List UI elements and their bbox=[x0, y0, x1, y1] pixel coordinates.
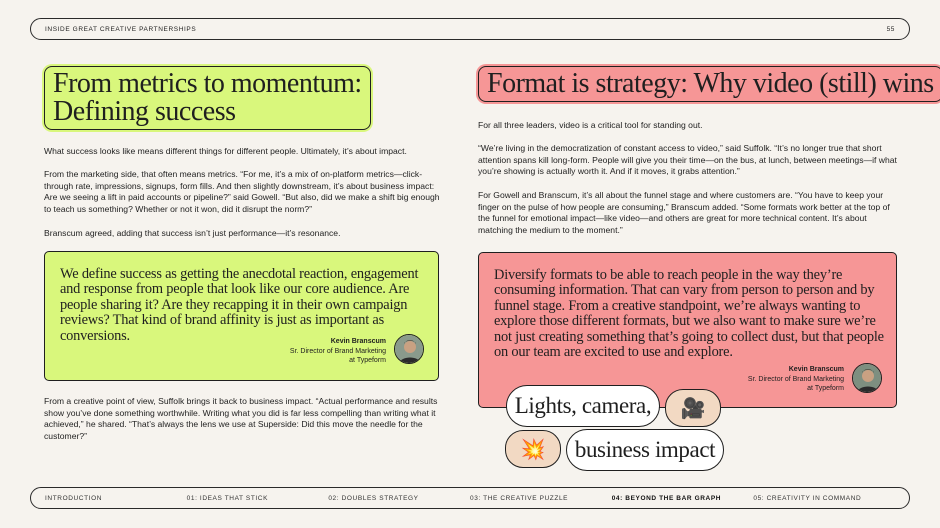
nav-introduction[interactable]: INTRODUCTION bbox=[45, 494, 103, 502]
avatar bbox=[852, 363, 882, 393]
left-paragraph-4: From a creative point of view, Suffolk brings it back to business impact. “Actual performance and results show you’ve done something worthwhile. Writing what you did is far less compelling than writing what it achieved,” he shared. “That’s always the lens we use at Superside: Did this move the needle for the customer?” bbox=[44, 396, 438, 441]
footer-nav bbox=[30, 487, 910, 509]
left-column bbox=[44, 66, 439, 130]
avatar bbox=[394, 334, 424, 364]
right-paragraph-2: “We’re living in the democratization of constant access to video,” said Suffolk. “It’s no longer true that short attention spans kill long-form. People will give you their time—on the bus, at lunch, between meetings—if what you’re showing is actually worth it. And if it moves, it grabs attention.” bbox=[478, 143, 897, 177]
right-quote-text: Diversify formats to be able to reach people in the way they’re consuming information. That can vary from person to person and by funnel stage. From a creative standpoint, we’re always wanting to explore those different formats, but we also want to make sure we’re not just creating something that’s going to collect dust, but that people on our team are excited to use and explore. bbox=[494, 267, 884, 361]
right-quote-attribution: Kevin Branscum Sr. Director of Brand Marketing at Typeform bbox=[747, 366, 844, 392]
left-paragraph-3: Branscum agreed, adding that success isn’t just performance—it’s resonance. bbox=[44, 228, 341, 238]
section-title: INSIDE GREAT CREATIVE PARTNERSHIPS bbox=[45, 25, 197, 33]
movie-camera-icon: 🎥 bbox=[665, 389, 721, 427]
nav-ideas-that-stick[interactable]: 01: IDEAS THAT STICK bbox=[186, 494, 269, 502]
right-paragraph-3: For Gowell and Branscum, it’s all about the funnel stage and where customers are. “You have to keep your finger on the pulse of how people are consuming,” Branscum added. “Some formats work better at the top of the funnel for emotional impact—like video—and others are great for more technical content. It’s about matching the medium to the moment.” bbox=[478, 190, 890, 235]
left-paragraph-1: What success looks like means different things for different people. Ultimately, it’s about impact. bbox=[44, 146, 407, 156]
left-quote-attribution: Kevin Branscum Sr. Director of Brand Marketing at Typeform bbox=[289, 338, 386, 364]
page-number: 55 bbox=[886, 25, 895, 33]
nav-creative-puzzle[interactable]: 03: THE CREATIVE PUZZLE bbox=[470, 494, 569, 502]
right-column bbox=[478, 66, 934, 102]
nav-creativity-in-command[interactable]: 05: CREATIVITY IN COMMAND bbox=[753, 494, 862, 502]
page-header bbox=[30, 18, 910, 40]
nav-doubles-strategy[interactable]: 02: DOUBLES STRATEGY bbox=[328, 494, 419, 502]
left-quote-text: We define success as getting the anecdotal reaction, engagement and response from people that look like our core audience. Are people sharing it? Are they recapping it in their own campaign reviews? That kind of brand affinity is just as important as conversions. bbox=[60, 266, 419, 344]
right-heading: Format is strategy: Why video (still) wins bbox=[478, 66, 940, 102]
collision-icon: 💥 bbox=[505, 430, 561, 468]
nav-beyond-the-bar-graph[interactable]: 04: BEYOND THE BAR GRAPH bbox=[611, 494, 722, 502]
left-heading: From metrics to momentum: Defining success bbox=[44, 66, 371, 130]
left-paragraph-2: From the marketing side, that often means metrics. “For me, it’s a mix of on-platform metrics—click-through rate, impressions, signups, form fills. And then slightly downstream, it’s about business impact: Are we seeing a lift in paid accounts or pipeline?” said Gowell. “But also, did we make a shift big enough to teach us something? Whether or not it won, did it disrupt the norm?” bbox=[44, 169, 440, 214]
left-quote-box bbox=[44, 251, 439, 381]
sticker-lights-camera: Lights, camera, bbox=[506, 385, 660, 427]
right-paragraph-1: For all three leaders, video is a critical tool for standing out. bbox=[478, 120, 703, 130]
sticker-business-impact: business impact bbox=[566, 429, 724, 471]
